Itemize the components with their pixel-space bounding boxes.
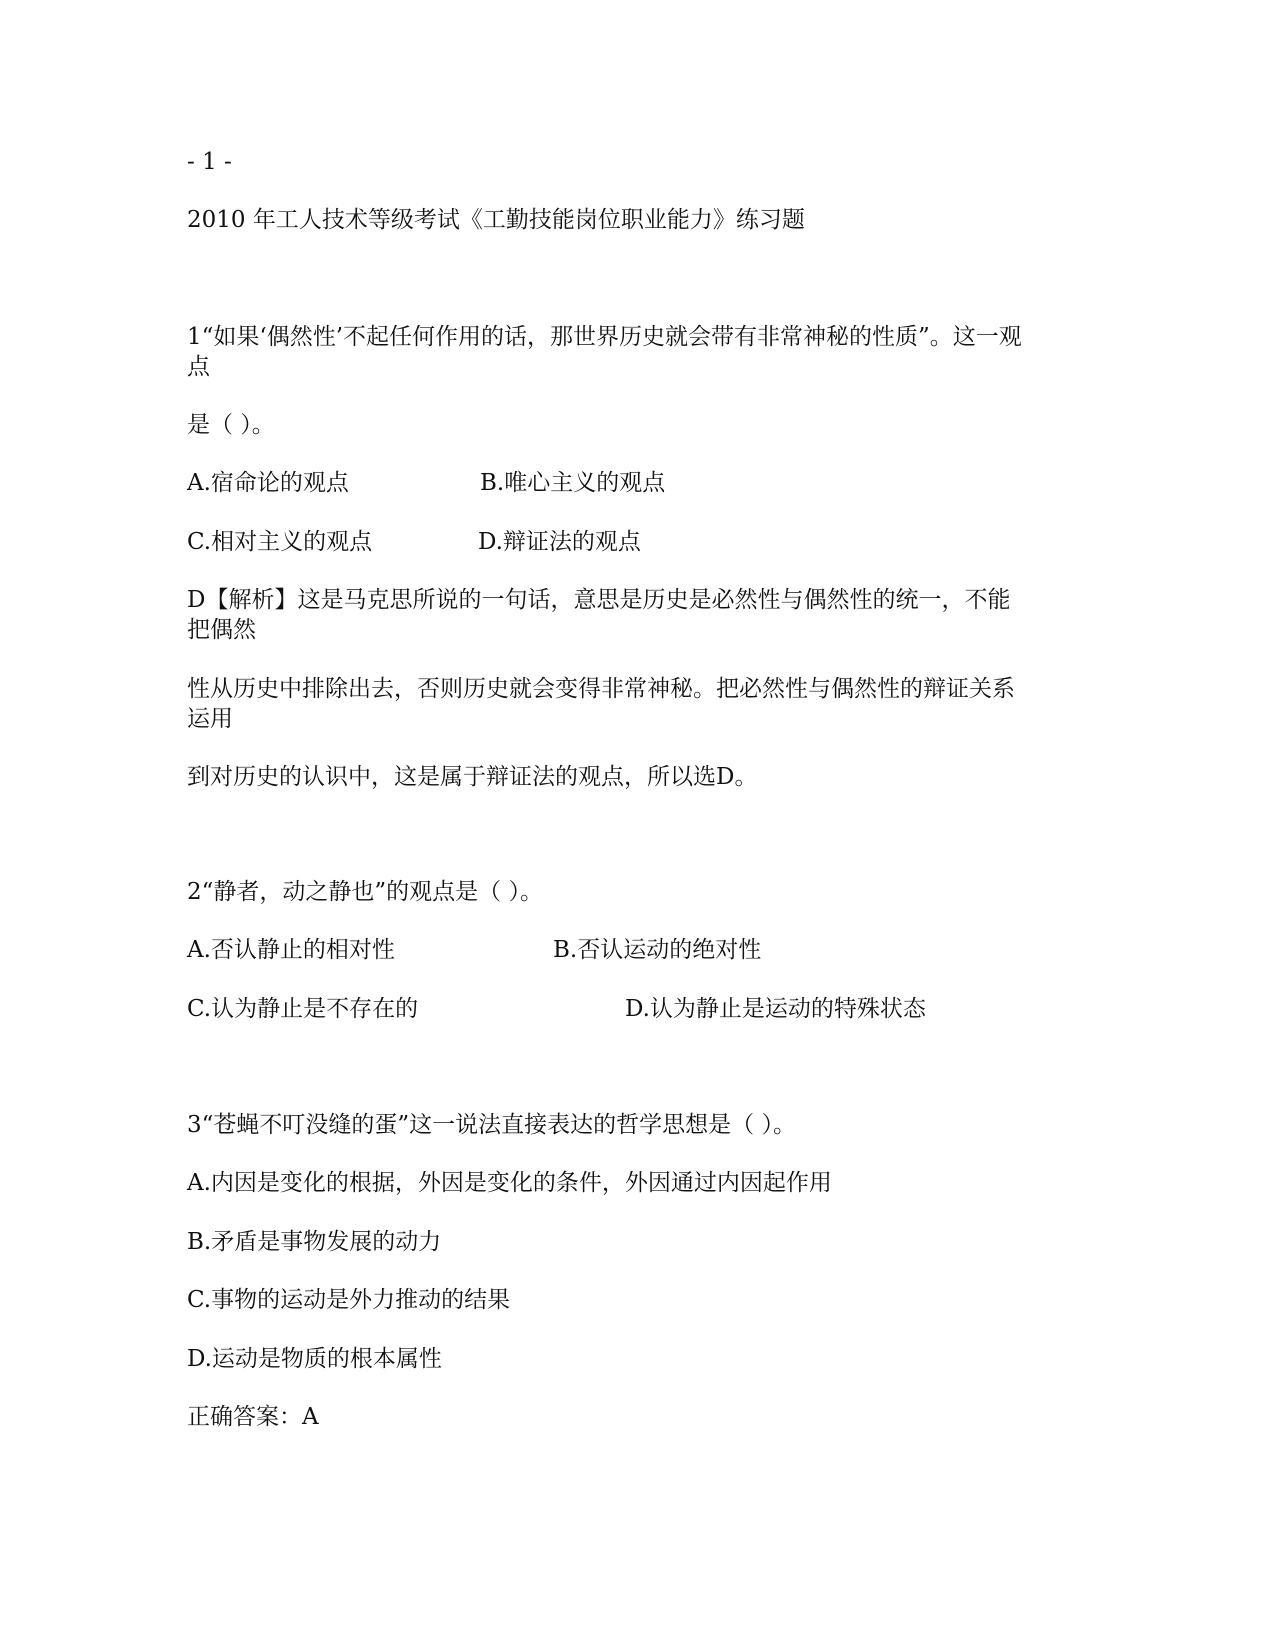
question-1-stem-line-3: 是（ ）。: [187, 412, 275, 438]
question-3-option-a: A.内因是变化的根据，外因是变化的条件，外因通过内因起作用: [187, 1170, 832, 1196]
question-1-analysis-line-3: 性从历史中排除出去，否则历史就会变得非常神秘。把必然性与偶然性的辩证关系: [187, 676, 1015, 702]
question-1-option-c: C.相对主义的观点: [187, 529, 373, 555]
question-2-option-a: A.否认静止的相对性: [187, 937, 395, 963]
question-3-option-c: C.事物的运动是外力推动的结果: [187, 1287, 511, 1313]
document-title: 2010 年工人技术等级考试《工勤技能岗位职业能力》练习题: [187, 207, 805, 233]
question-3-answer: 正确答案：A: [187, 1404, 319, 1430]
question-1-option-d: D.辩证法的观点: [478, 529, 641, 555]
question-1-option-a: A.宿命论的观点: [187, 470, 349, 496]
question-1-analysis-line-2: 把偶然: [187, 617, 256, 643]
page-number: - 1 -: [187, 149, 232, 175]
question-3-stem: 3“苍蝇不叮没缝的蛋”这一说法直接表达的哲学思想是（ ）。: [187, 1112, 796, 1138]
question-1-stem-line-2: 点: [187, 354, 210, 380]
question-2-stem: 2“静者，动之静也”的观点是（ ）。: [187, 879, 543, 905]
question-1-stem-line-1: 1“如果‘偶然性’不起任何作用的话，那世界历史就会带有非常神秘的性质”。这一观: [187, 324, 1022, 350]
question-3-option-b: B.矛盾是事物发展的动力: [187, 1229, 442, 1255]
question-2-option-c: C.认为静止是不存在的: [187, 996, 419, 1022]
question-2-option-b: B.否认运动的绝对性: [553, 937, 762, 963]
question-1-analysis-line-1: D【解析】这是马克思所说的一句话，意思是历史是必然性与偶然性的统一，不能: [187, 587, 1011, 613]
question-2-option-d: D.认为静止是运动的特殊状态: [625, 996, 926, 1022]
question-1-analysis-line-4: 运用: [187, 706, 233, 732]
question-1-option-b: B.唯心主义的观点: [480, 470, 666, 496]
question-3-option-d: D.运动是物质的根本属性: [187, 1346, 442, 1372]
question-1-analysis-line-5: 到对历史的认识中，这是属于辩证法的观点，所以选D。: [187, 764, 758, 790]
